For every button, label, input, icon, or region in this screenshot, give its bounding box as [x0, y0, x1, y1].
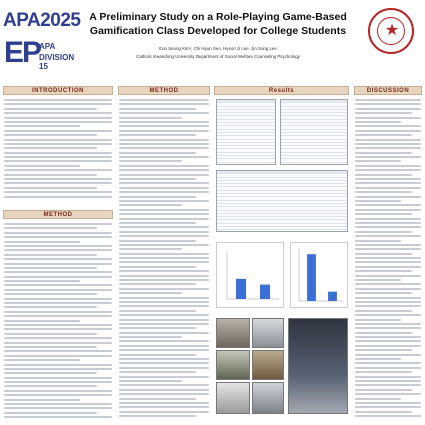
text-line [119, 134, 196, 136]
text-line [119, 196, 196, 198]
text-line [355, 393, 421, 395]
text-line [119, 297, 209, 299]
text-line [119, 406, 209, 408]
text-line [355, 261, 421, 263]
text-line [4, 377, 112, 379]
text-line [4, 302, 112, 304]
text-line [4, 258, 112, 260]
text-line [119, 182, 209, 184]
chart-bar-0 [307, 254, 316, 301]
text-line [355, 121, 401, 123]
text-line [4, 187, 97, 189]
results-table-2-rows [281, 100, 347, 163]
text-line [119, 160, 182, 162]
text-line [119, 103, 209, 105]
text-line [4, 130, 112, 132]
text-line [119, 327, 196, 329]
text-line [355, 305, 421, 307]
text-line [119, 209, 209, 211]
text-line [119, 261, 209, 263]
bar-chart-large-frame [290, 242, 348, 308]
text-line [355, 143, 421, 145]
text-line [355, 270, 412, 272]
text-line [119, 319, 209, 321]
text-line [119, 301, 209, 303]
section-header-method-mid: METHOD [118, 86, 210, 95]
text-line [119, 384, 209, 386]
text-line [355, 187, 421, 189]
class-photo-2 [252, 318, 284, 348]
text-line [119, 323, 209, 325]
seal-inner-ring [377, 17, 405, 45]
division-logo-number: DIVISION 15 [39, 53, 75, 71]
text-line [4, 315, 112, 317]
text-line [355, 283, 421, 285]
text-line [4, 241, 80, 243]
text-line [355, 218, 421, 220]
text-line [119, 415, 196, 417]
text-line [119, 349, 209, 351]
text-line [4, 169, 112, 171]
method-left-text-block [4, 223, 112, 418]
text-line [4, 174, 97, 176]
text-line [4, 147, 97, 149]
text-line [119, 310, 196, 312]
results-table-3 [216, 170, 348, 232]
text-line [4, 403, 112, 405]
text-line [4, 178, 112, 180]
text-line [4, 103, 112, 105]
text-line [355, 275, 421, 277]
class-photo-5 [216, 382, 250, 414]
bar-chart-large [291, 243, 347, 307]
section-header-introduction: INTRODUCTION [3, 86, 113, 95]
text-line [4, 134, 97, 136]
text-line [4, 117, 112, 119]
text-line [355, 297, 421, 299]
text-line [355, 345, 421, 347]
text-line [4, 399, 80, 401]
text-line [4, 416, 112, 418]
text-line [4, 236, 112, 238]
text-line [355, 112, 412, 114]
apa-2025-logo: APA2025 [3, 10, 81, 31]
text-line [4, 143, 112, 145]
text-line [355, 398, 401, 400]
text-line [4, 121, 112, 123]
text-line [355, 191, 412, 193]
text-line [355, 327, 421, 329]
text-line [119, 200, 209, 202]
text-line [119, 283, 196, 285]
text-line [119, 279, 209, 281]
text-line [355, 213, 412, 215]
class-photo-4 [252, 350, 284, 380]
text-line [355, 314, 421, 316]
method-left-body [4, 223, 112, 421]
text-line [4, 152, 112, 154]
text-line [355, 182, 421, 184]
text-line [355, 196, 421, 198]
text-line [4, 196, 112, 198]
text-line [4, 165, 80, 167]
text-line [4, 293, 97, 295]
poster-affiliation: Catholic Kwandong University Department of Social Welfare Counseling Psychology [136, 54, 300, 59]
text-line [4, 320, 80, 322]
text-line [355, 340, 421, 342]
class-photo-large [288, 318, 348, 414]
poster-header [0, 0, 425, 88]
text-line [355, 257, 421, 259]
text-line [119, 257, 209, 259]
text-line [355, 147, 421, 149]
text-line [119, 362, 209, 364]
text-line [4, 249, 112, 251]
text-line [355, 103, 421, 105]
text-line [355, 130, 421, 132]
text-line [119, 165, 209, 167]
university-seal-icon [368, 8, 414, 54]
text-line [119, 358, 209, 360]
text-line [355, 358, 401, 360]
text-line [119, 147, 209, 149]
text-line [119, 99, 209, 101]
text-line [119, 178, 196, 180]
text-line [4, 364, 112, 366]
text-line [119, 393, 209, 395]
text-line [355, 371, 412, 373]
text-line [4, 390, 112, 392]
text-line [355, 178, 421, 180]
text-line [4, 223, 112, 225]
text-line [4, 263, 112, 265]
text-line [119, 108, 196, 110]
text-line [119, 270, 209, 272]
text-line [355, 139, 421, 141]
text-line [355, 226, 421, 228]
text-line [4, 156, 112, 158]
text-line [4, 284, 112, 286]
class-photo-3 [216, 350, 250, 380]
text-line [355, 125, 421, 127]
method-mid-body [119, 99, 209, 421]
text-line [355, 380, 421, 382]
section-header-method-left: METHOD [3, 210, 113, 219]
poster-authors: Eun Seong Kim¹, Chi Hyun Seo, Hyeon Ji Lee, Jin Sung Lee [159, 46, 277, 51]
text-line [119, 187, 209, 189]
text-line [119, 248, 182, 250]
text-line [119, 169, 209, 171]
bar-chart-small-frame [216, 242, 284, 308]
text-line [4, 412, 97, 414]
text-line [355, 310, 412, 312]
apa-division-15-logo [4, 36, 82, 72]
text-line [355, 362, 421, 364]
text-line [355, 209, 421, 211]
results-table-3-rows [217, 171, 347, 230]
table-row [281, 159, 347, 162]
text-line [119, 336, 182, 338]
text-line [355, 336, 421, 338]
text-line [4, 298, 112, 300]
text-line [355, 174, 412, 176]
text-line [4, 394, 112, 396]
text-line [4, 328, 112, 330]
text-line [4, 355, 112, 357]
discussion-text-block [355, 99, 421, 417]
text-line [4, 276, 112, 278]
text-line [4, 359, 80, 361]
text-line [4, 306, 97, 308]
text-line [355, 248, 421, 250]
method-mid-text-block [119, 99, 209, 417]
text-line [119, 411, 209, 413]
text-line [355, 200, 401, 202]
text-line [119, 218, 209, 220]
text-line [355, 244, 421, 246]
text-line [119, 292, 182, 294]
text-line [355, 376, 421, 378]
text-line [119, 288, 209, 290]
text-line [4, 368, 112, 370]
chart-bar-1 [260, 285, 270, 299]
text-line [119, 213, 209, 215]
text-line [355, 152, 412, 154]
text-line [119, 112, 209, 114]
chart-bar-0 [236, 279, 246, 299]
text-line [355, 349, 412, 351]
poster-title [88, 10, 348, 38]
text-line [4, 99, 112, 101]
class-photo-6 [252, 382, 284, 414]
bar-chart-small [217, 243, 283, 307]
text-line [355, 160, 401, 162]
text-line [119, 345, 209, 347]
class-photo-1 [216, 318, 250, 348]
text-line [355, 253, 412, 255]
section-header-discussion: DISCUSSION [354, 86, 422, 95]
text-line [4, 407, 112, 409]
text-line [355, 319, 401, 321]
text-line [119, 376, 209, 378]
text-line [355, 165, 421, 167]
text-line [355, 231, 412, 233]
text-line [355, 292, 412, 294]
text-line [119, 240, 196, 242]
text-line [119, 235, 209, 237]
text-line [4, 381, 112, 383]
title-line-1: A Preliminary Study on a Role-Playing Game-Based [89, 11, 347, 23]
text-line [355, 266, 421, 268]
text-line [119, 130, 209, 132]
text-line [4, 324, 112, 326]
table-row [217, 159, 275, 162]
text-line [119, 191, 209, 193]
text-line [355, 402, 421, 404]
text-line [4, 342, 112, 344]
text-line [355, 332, 412, 334]
text-line [355, 411, 412, 413]
text-line [119, 152, 196, 154]
text-line [119, 367, 209, 369]
text-line [119, 305, 209, 307]
division-logo-apa: APA [39, 42, 56, 51]
section-header-results: Results [214, 86, 349, 95]
text-line [119, 402, 209, 404]
text-line [355, 117, 421, 119]
text-line [355, 323, 421, 325]
text-line [355, 99, 421, 101]
text-line [119, 244, 209, 246]
text-line [4, 350, 112, 352]
text-line [119, 340, 209, 342]
text-line [4, 182, 112, 184]
text-line [119, 204, 182, 206]
text-line [355, 279, 401, 281]
text-line [355, 367, 421, 369]
division-logo-letters: EP [4, 36, 41, 69]
introduction-body [4, 99, 112, 204]
text-line [355, 389, 412, 391]
text-line [119, 253, 209, 255]
text-line [355, 354, 421, 356]
text-line [4, 271, 112, 273]
text-line [355, 222, 421, 224]
text-line [355, 301, 421, 303]
text-line [355, 108, 421, 110]
text-line [4, 125, 80, 127]
text-line [4, 333, 97, 335]
text-line [4, 254, 97, 256]
text-line [4, 280, 80, 282]
text-line [355, 169, 421, 171]
text-line [119, 139, 209, 141]
discussion-body [355, 99, 421, 421]
text-line [4, 245, 112, 247]
text-line [4, 232, 112, 234]
text-line [355, 384, 421, 386]
text-line [119, 332, 209, 334]
text-line [119, 226, 209, 228]
text-line [4, 191, 112, 193]
text-line [4, 385, 97, 387]
text-line [4, 108, 97, 110]
text-line [119, 398, 196, 400]
text-line [119, 156, 209, 158]
text-line [119, 354, 196, 356]
text-line [4, 227, 97, 229]
text-line [119, 380, 182, 382]
introduction-text-block [4, 99, 112, 198]
text-line [4, 337, 112, 339]
text-line [355, 240, 401, 242]
text-line [4, 372, 97, 374]
text-line [355, 235, 421, 237]
text-line [4, 139, 112, 141]
text-line [4, 160, 112, 162]
text-line [119, 314, 209, 316]
text-line [119, 371, 196, 373]
text-line [355, 134, 412, 136]
text-line [119, 275, 209, 277]
text-line [4, 311, 112, 313]
seal-star-icon: ★ [384, 22, 400, 39]
text-line [355, 156, 421, 158]
text-line [119, 266, 196, 268]
text-line [4, 346, 97, 348]
text-line [4, 112, 112, 114]
text-line [119, 174, 209, 176]
text-line [4, 289, 112, 291]
title-line-2: Gamification Class Developed for College Students [89, 25, 347, 37]
results-table-1-rows [217, 100, 275, 163]
results-table-2 [280, 99, 348, 165]
text-line [119, 143, 209, 145]
results-table-1 [216, 99, 276, 165]
text-line [4, 267, 97, 269]
text-line [119, 389, 209, 391]
text-line [119, 117, 182, 119]
text-line [355, 288, 421, 290]
text-line [119, 125, 209, 127]
chart-bar-1 [328, 292, 337, 301]
text-line [119, 222, 196, 224]
text-line [355, 204, 421, 206]
text-line [355, 406, 421, 408]
text-line [119, 121, 209, 123]
table-row [217, 227, 347, 230]
text-line [119, 231, 209, 233]
text-line [355, 415, 421, 417]
